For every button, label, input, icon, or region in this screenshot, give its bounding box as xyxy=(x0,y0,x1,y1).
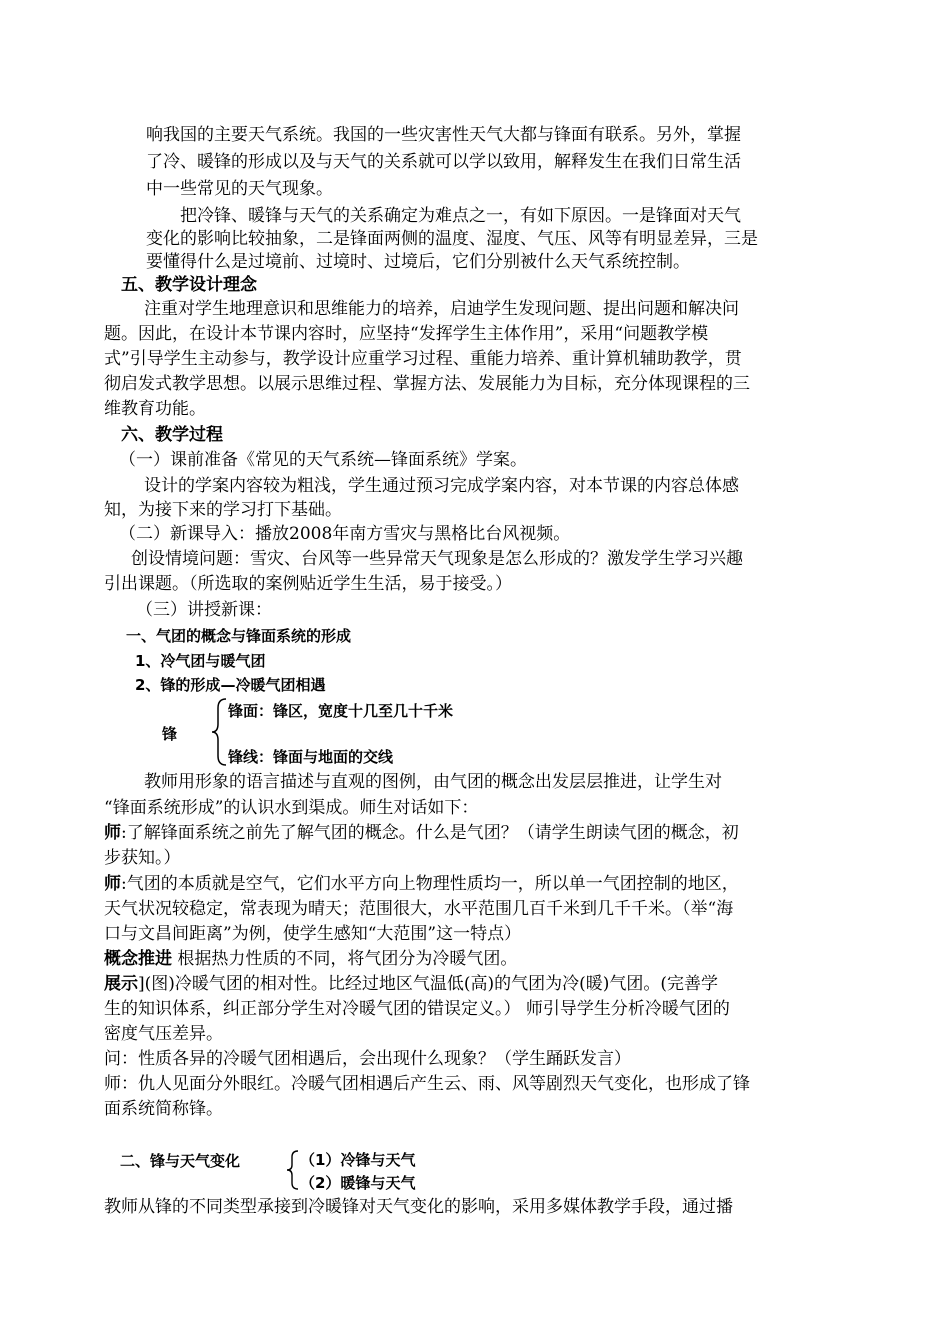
text-line: （一）课前准备《常见的天气系统—锋面系统》学案。 xyxy=(119,450,527,470)
text-line: 了冷、暖锋的形成以及与天气的关系就可以学以致用，解释发生在我们日常生活 xyxy=(146,152,741,172)
text-line: 题。因此，在设计本节课内容时，应坚持“发挥学生主体作用”，采用“问题教学模 xyxy=(104,324,709,344)
text-line: 设计的学案内容较为粗浅，学生通过预习完成学案内容，对本节课的内容总体感 xyxy=(144,476,739,496)
text-line: 天气状况较稳定，常表现为晴天；范围很大，水平范围几百千米到几千千米。（举“海 xyxy=(104,899,734,919)
text-line: “锋面系统形成”的认识水到渠成。师生对话如下： xyxy=(104,798,479,818)
section-heading: 五、教学设计理念 xyxy=(121,275,257,295)
text-line: 式”引导学生主动参与，教学设计应重学习过程、重能力培养、重计算机辅助教学，贯 xyxy=(104,349,742,369)
speaker-label: 师 xyxy=(104,823,121,843)
text-line: 要懂得什么是过境前、过境时、过境后，它们分别被什么天气系统控制。 xyxy=(146,252,690,272)
subsection-heading: 一、气团的概念与锋面系统的形成 xyxy=(126,627,352,645)
dialog-text: :了解锋面系统之前先了解气团的概念。什么是气团？（请学生朗读气团的概念，初 xyxy=(121,823,739,843)
display-label: 展示 xyxy=(104,974,138,994)
text-line: （三）讲授新课： xyxy=(136,600,272,620)
subsection-heading: 二、锋与天气变化 xyxy=(120,1152,241,1170)
feng-label: 锋 xyxy=(162,725,178,743)
section-heading: 六、教学过程 xyxy=(121,425,223,445)
text-line: 引出课题。（所选取的案例贴近学生生活，易于接受。） xyxy=(104,574,512,594)
text-line: 彻启发式教学思想。以展示思维过程、掌握方法、发展能力为目标，充分体现课程的三 xyxy=(104,374,750,394)
dialog-text: :气团的本质就是空气，它们水平方向上物理性质均一，所以单一气团控制的地区， xyxy=(121,874,739,894)
display-line xyxy=(104,972,718,996)
dialog-line xyxy=(104,872,739,896)
subsection-item: （1）冷锋与天气 xyxy=(300,1151,416,1169)
text-line: 中一些常见的天气现象。 xyxy=(146,179,333,199)
left-brace-icon xyxy=(284,1148,300,1192)
text-line: 问：性质各异的冷暖气团相遇后，会出现什么现象？（学生踊跃发言） xyxy=(104,1049,631,1069)
text-line: 注重对学生地理意识和思维能力的培养，启迪学生发现问题、提出问题和解决问 xyxy=(144,299,739,319)
text-line: 知，为接下来的学习打下基础。 xyxy=(104,500,342,520)
text-line: 响我国的主要天气系统。我国的一些灾害性天气大都与锋面有联系。另外，掌握 xyxy=(146,125,741,145)
text-line: 变化的影响比较抽象，二是锋面两侧的温度、湿度、气压、风等有明显差异，三是 xyxy=(146,229,758,249)
text-line: 生的知识体系，纠正部分学生对冷暖气团的错误定义。） 师引导学生分析冷暖气团的 xyxy=(104,999,730,1019)
feng-item: 锋面：锋区，宽度十几至几十千米 xyxy=(228,702,454,720)
text-line: 面系统简称锋。 xyxy=(104,1099,223,1119)
text-line: （二）新课导入：播放2008年南方雪灾与黑格比台风视频。 xyxy=(119,524,571,544)
text-line: 教师从锋的不同类型承接到冷暖锋对天气变化的影响，采用多媒体教学手段，通过播 xyxy=(104,1197,733,1217)
text-line: 步获知。） xyxy=(104,848,181,868)
text-line: 教师用形象的语言描述与直观的图例，由气团的概念出发层层推进，让学生对 xyxy=(144,772,722,792)
speaker-label: 师 xyxy=(104,874,121,894)
concept-text: 根据热力性质的不同，将气团分为冷暖气团。 xyxy=(172,949,518,969)
subsection-item: （2）暖锋与天气 xyxy=(300,1174,416,1192)
display-text: ](图)冷暖气团的相对性。比经过地区气温低(高)的气团为冷(暖)气团。(完善学 xyxy=(138,974,719,994)
concept-line xyxy=(104,947,517,971)
text-line: 把冷锋、暖锋与天气的关系确定为难点之一，有如下原因。一是锋面对天气 xyxy=(180,206,741,226)
text-line: 创设情境问题：雪灾、台风等一些异常天气现象是怎么形成的？激发学生学习兴趣 xyxy=(131,549,743,569)
subsection-item: 2、锋的形成—冷暖气团相遇 xyxy=(135,676,326,694)
text-line: 密度气压差异。 xyxy=(104,1024,223,1044)
feng-item: 锋线：锋面与地面的交线 xyxy=(228,748,394,766)
dialog-line xyxy=(104,821,739,845)
left-brace-icon xyxy=(208,696,228,768)
subsection-item: 1、冷气团与暖气团 xyxy=(135,652,266,670)
text-line: 师：仇人见面分外眼红。冷暖气团相遇后产生云、雨、风等剧烈天气变化，也形成了锋 xyxy=(104,1074,750,1094)
text-line: 维教育功能。 xyxy=(104,399,206,419)
concept-label: 概念推进 xyxy=(104,949,172,969)
text-line: 口与文昌间距离”为例，使学生感知“大范围”这一特点） xyxy=(104,924,522,944)
